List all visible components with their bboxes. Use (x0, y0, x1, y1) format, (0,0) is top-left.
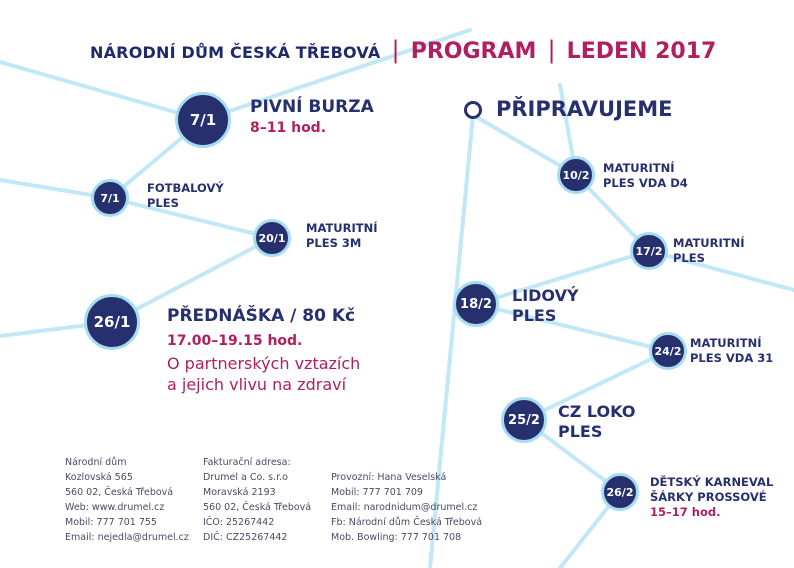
section-ring-icon (464, 101, 482, 119)
program-label: PROGRAM (410, 39, 537, 64)
event-title: CZ LOKO PLES (558, 402, 636, 441)
header-separator: | (547, 36, 556, 64)
date-node: 20/1 (253, 219, 291, 257)
date-node: 7/1 (175, 92, 231, 148)
header-separator: | (391, 36, 400, 64)
footer-contact: Národní dům Kozlovská 565 560 02, Česká Třebová Web: www.drumel.cz Mobil: 777 701 755 Email: nejedla@drumel.cz (65, 457, 189, 543)
connector-line (0, 62, 203, 120)
date-node: 10/2 (557, 156, 595, 194)
event-title: MATURITNÍ PLES (673, 236, 745, 265)
month-label: LEDEN 2017 (566, 39, 717, 64)
event-title: MATURITNÍ PLES 3M (306, 221, 378, 250)
section-title: PŘIPRAVUJEME (496, 97, 673, 121)
date-node: 18/2 (453, 281, 499, 327)
date-node: 24/2 (649, 332, 687, 370)
date-node: 17/2 (630, 232, 668, 270)
event-title: MATURITNÍ PLES VDA D4 (603, 161, 688, 190)
event-title: MATURITNÍ PLES VDA 31 (690, 336, 774, 365)
event-title: LIDOVÝ PLES (512, 286, 579, 325)
event-description: O partnerských vztazích a jejich vlivu na zdraví (167, 354, 361, 394)
event-title: DĚTSKÝ KARNEVAL ŠÁRKY PROSSOVÉ (650, 475, 774, 504)
event-time: 17.00–19.15 hod. (167, 333, 303, 349)
event-title: PIVNÍ BURZA (250, 97, 374, 117)
page-header (90, 36, 716, 64)
event-time: 15–17 hod. (650, 505, 721, 519)
date-node: 26/1 (84, 294, 140, 350)
venue-name: NÁRODNÍ DŮM ČESKÁ TŘEBOVÁ (90, 43, 381, 62)
date-node: 26/2 (601, 473, 639, 511)
event-time: 8–11 hod. (250, 120, 327, 136)
event-title: PŘEDNÁŠKA / 80 Kč (167, 306, 356, 326)
date-node: 25/2 (501, 397, 547, 443)
event-title: FOTBALOVÝ PLES (147, 181, 224, 210)
footer-operations: Provozní: Hana Veselská Mobil: 777 701 709 Email: narodnidum@drumel.cz Fb: Národní dům Česká Třebová Mob. Bowling: 777 701 708 (331, 472, 483, 543)
footer-billing: Fakturační adresa: Drumel a Co. s.r.o Moravská 2193 560 02, Česká Třebová IČO: 25267442 DIČ: CZ25267442 (203, 457, 312, 543)
date-node: 7/1 (91, 179, 129, 217)
